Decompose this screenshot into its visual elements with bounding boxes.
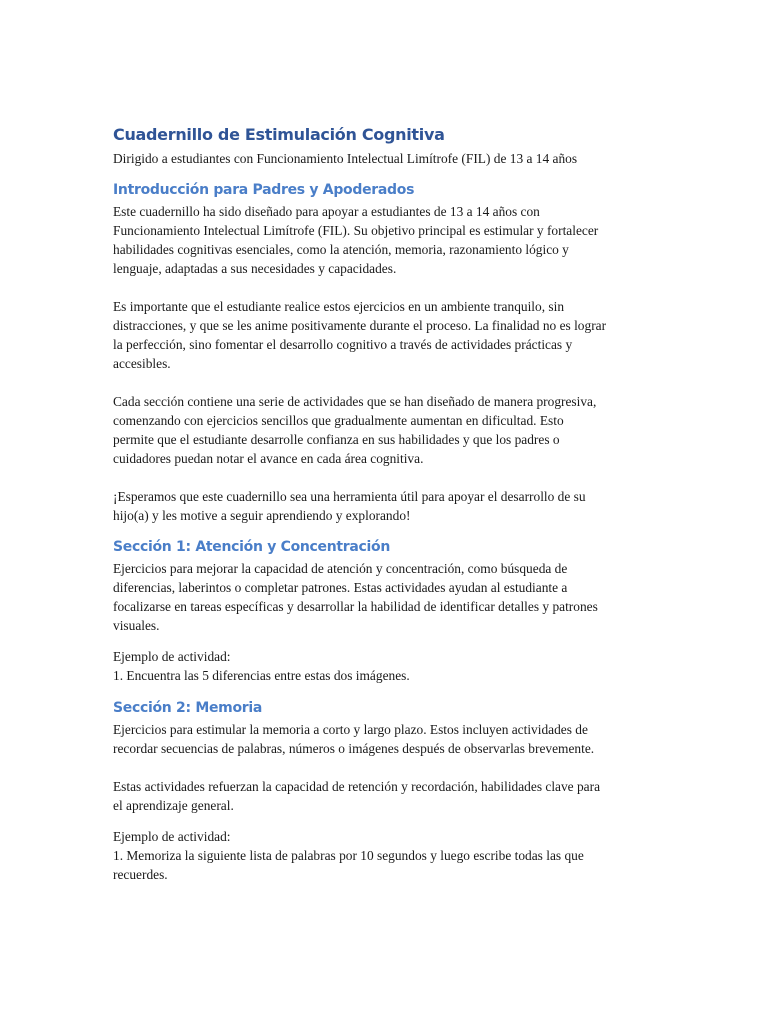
text-line: Cada sección contiene una serie de actividades que se han diseñado de manera progresiva, bbox=[113, 394, 597, 409]
section-2-paragraph-2 bbox=[113, 777, 658, 815]
text-line: Ejercicios para mejorar la capacidad de atención y concentración, como búsqueda de bbox=[113, 561, 568, 576]
example-label: Ejemplo de actividad: bbox=[113, 649, 231, 664]
text-line: accesibles. bbox=[113, 356, 171, 371]
text-line: diferencias, laberintos o completar patrones. Estas actividades ayudan al estudiante a bbox=[113, 580, 568, 595]
text-line: Es importante que el estudiante realice estos ejercicios en un ambiente tranquilo, sin bbox=[113, 299, 565, 314]
intro-paragraph-2 bbox=[113, 297, 658, 373]
text-line: permite que el estudiante desarrolle confianza en sus habilidades y que los padres o bbox=[113, 432, 560, 447]
text-line: focalizarse en tareas específicas y desarrollar la habilidad de identificar detalles y patrones bbox=[113, 599, 598, 614]
text-line: recordar secuencias de palabras, números o imágenes después de observarlas brevemente. bbox=[113, 741, 595, 756]
text-line: el aprendizaje general. bbox=[113, 798, 234, 813]
text-line: habilidades cognitivas esenciales, como la atención, memoria, razonamiento lógico y bbox=[113, 242, 569, 257]
section-2-heading: Sección 2: Memoria bbox=[113, 700, 263, 716]
example-item: 1. Encuentra las 5 diferencias entre estas dos imágenes. bbox=[113, 668, 410, 683]
text-line: distracciones, y que se les anime positivamente durante el proceso. La finalidad no es lograr bbox=[113, 318, 607, 333]
text-line: lenguaje, adaptadas a sus necesidades y capacidades. bbox=[113, 261, 397, 276]
text-line: Ejercicios para estimular la memoria a corto y largo plazo. Estos incluyen actividades de bbox=[113, 722, 588, 737]
text-line: recuerdes. bbox=[113, 867, 168, 882]
intro-paragraph-4 bbox=[113, 487, 658, 525]
section-2-paragraph-1 bbox=[113, 720, 658, 758]
section-2-example bbox=[113, 827, 658, 884]
document-subtitle: Dirigido a estudiantes con Funcionamiento Intelectual Limítrofe (FIL) de 13 a 14 años bbox=[113, 151, 578, 166]
document-page bbox=[113, 122, 658, 884]
section-1-example bbox=[113, 647, 658, 685]
example-label: Ejemplo de actividad: bbox=[113, 829, 231, 844]
text-line: Estas actividades refuerzan la capacidad de retención y recordación, habilidades clave para bbox=[113, 779, 601, 794]
text-line: ¡Esperamos que este cuadernillo sea una herramienta útil para apoyar el desarrollo de su bbox=[113, 489, 586, 504]
text-line: Funcionamiento Intelectual Limítrofe (FIL). Su objetivo principal es estimular y fortalecer bbox=[113, 223, 599, 238]
example-item: 1. Memoriza la siguiente lista de palabras por 10 segundos y luego escribe todas las que bbox=[113, 848, 584, 863]
intro-paragraph-1 bbox=[113, 202, 658, 278]
section-1-heading: Sección 1: Atención y Concentración bbox=[113, 539, 391, 555]
text-line: visuales. bbox=[113, 618, 160, 633]
text-line: hijo(a) y les motive a seguir aprendiendo y explorando! bbox=[113, 508, 411, 523]
text-line: Este cuadernillo ha sido diseñado para apoyar a estudiantes de 13 a 14 años con bbox=[113, 204, 540, 219]
document-title: Cuadernillo de Estimulación Cognitiva bbox=[113, 125, 445, 144]
section-1-paragraph bbox=[113, 559, 658, 635]
text-line: cuidadores puedan notar el avance en cada área cognitiva. bbox=[113, 451, 424, 466]
intro-heading: Introducción para Padres y Apoderados bbox=[113, 182, 415, 198]
intro-paragraph-3 bbox=[113, 392, 658, 468]
text-line: la perfección, sino fomentar el desarrollo cognitivo a través de actividades prácticas y bbox=[113, 337, 573, 352]
text-line: comenzando con ejercicios sencillos que gradualmente aumentan en dificultad. Esto bbox=[113, 413, 564, 428]
